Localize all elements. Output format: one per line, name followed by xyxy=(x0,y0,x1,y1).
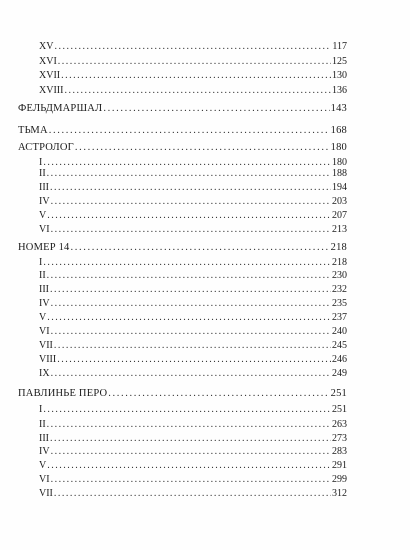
toc-entry-label: II xyxy=(39,419,46,430)
toc-section-title: НОМЕР 14 xyxy=(18,242,70,253)
toc-page-number: 249 xyxy=(332,368,347,379)
toc-page-number: 130 xyxy=(332,70,347,81)
dot-leader xyxy=(64,85,331,97)
toc-entry-label: IX xyxy=(39,368,50,379)
toc-page-number: 203 xyxy=(332,196,347,207)
toc-entry-chapter-16 xyxy=(39,56,347,68)
dot-leader xyxy=(50,284,331,296)
toc-page-number: 312 xyxy=(332,488,347,499)
toc-entry-chapter-2 xyxy=(39,419,347,431)
toc-page-number: 232 xyxy=(332,284,347,295)
toc-page-number: 180 xyxy=(330,142,347,153)
dot-leader xyxy=(54,340,331,352)
dot-leader xyxy=(54,488,331,500)
toc-entry-chapter-2 xyxy=(39,270,347,282)
dot-leader xyxy=(51,368,331,380)
dot-leader xyxy=(58,56,331,68)
dot-leader xyxy=(49,125,330,137)
toc-page-number: 299 xyxy=(332,474,347,485)
toc-entry-chapter-4 xyxy=(39,446,347,458)
dot-leader xyxy=(54,41,331,53)
dot-leader xyxy=(50,433,331,445)
toc-entry-chapter-6 xyxy=(39,474,347,486)
dot-leader xyxy=(103,103,329,115)
dot-leader xyxy=(51,326,331,338)
dot-leader xyxy=(47,419,331,431)
toc-page-number: 273 xyxy=(332,433,347,444)
toc-page-number: 168 xyxy=(330,125,347,136)
toc-entry-chapter-15 xyxy=(39,41,347,53)
toc-entry-label: III xyxy=(39,284,49,295)
dot-leader xyxy=(50,182,331,194)
toc-page-number: 207 xyxy=(332,210,347,221)
toc-entry-chapter-3 xyxy=(39,284,347,296)
toc-entry-label: I xyxy=(39,404,43,415)
toc-page-number: 136 xyxy=(332,85,347,96)
toc-section-feldmarshal xyxy=(18,103,347,115)
dot-leader xyxy=(57,354,331,366)
dot-leader xyxy=(51,224,331,236)
toc-section-tma xyxy=(18,125,347,137)
dot-leader xyxy=(47,312,331,324)
toc-entry-label: VI xyxy=(39,474,50,485)
toc-entry-label: IV xyxy=(39,298,50,309)
toc-page-number: 291 xyxy=(332,460,347,471)
dot-leader xyxy=(43,404,331,416)
toc-entry-chapter-8 xyxy=(39,354,347,366)
toc-entry-chapter-7 xyxy=(39,340,347,352)
toc-section-title: ПАВЛИНЬЕ ПЕРО xyxy=(18,388,108,399)
toc-entry-chapter-5 xyxy=(39,460,347,472)
toc-page-number: 246 xyxy=(332,354,347,365)
dot-leader xyxy=(51,474,331,486)
toc-entry-label: V xyxy=(39,210,47,221)
toc-entry-chapter-5 xyxy=(39,312,347,324)
dot-leader xyxy=(75,142,330,154)
toc-entry-label: XV xyxy=(39,41,54,52)
toc-entry-chapter-6 xyxy=(39,224,347,236)
toc-section-astrolog xyxy=(18,142,347,154)
toc-entry-chapter-3 xyxy=(39,182,347,194)
toc-entry-chapter-1 xyxy=(39,404,347,416)
toc-entry-label: XVIII xyxy=(39,85,64,96)
toc-page-number: 180 xyxy=(332,157,347,168)
dot-leader xyxy=(51,446,331,458)
toc-entry-label: V xyxy=(39,460,47,471)
toc-entry-chapter-5 xyxy=(39,210,347,222)
dot-leader xyxy=(47,210,331,222)
toc-section-title: АСТРОЛОГ xyxy=(18,142,74,153)
toc-page-number: 143 xyxy=(330,103,347,114)
toc-section-pavline-pero xyxy=(18,388,347,400)
toc-entry-label: VII xyxy=(39,488,53,499)
dot-leader xyxy=(47,270,331,282)
toc-entry-chapter-3 xyxy=(39,433,347,445)
toc-page-number: 125 xyxy=(332,56,347,67)
dot-leader xyxy=(47,460,331,472)
toc-page-number: 188 xyxy=(332,168,347,179)
toc-section-nomer-14 xyxy=(18,242,347,254)
toc-section-title: ТЬМА xyxy=(18,125,48,136)
toc-entry-chapter-4 xyxy=(39,196,347,208)
toc-page-number: 251 xyxy=(332,404,347,415)
toc-section-title: ФЕЛЬДМАРШАЛ xyxy=(18,103,103,114)
dot-leader xyxy=(61,70,331,82)
toc-entry-chapter-9 xyxy=(39,368,347,380)
toc-entry-chapter-2 xyxy=(39,168,347,180)
toc-entry-label: II xyxy=(39,270,46,281)
toc-page-number: 240 xyxy=(332,326,347,337)
toc-page-number: 237 xyxy=(332,312,347,323)
dot-leader xyxy=(51,196,331,208)
toc-entry-label: VI xyxy=(39,224,50,235)
toc-entry-chapter-17 xyxy=(39,70,347,82)
toc-entry-label: XVI xyxy=(39,56,57,67)
toc-entry-label: I xyxy=(39,257,43,268)
toc-page-number: 235 xyxy=(332,298,347,309)
toc-entry-label: VII xyxy=(39,340,53,351)
toc-entry-label: V xyxy=(39,312,47,323)
dot-leader xyxy=(51,298,331,310)
toc-page-number: 194 xyxy=(332,182,347,193)
toc-page-number: 263 xyxy=(332,419,347,430)
toc-entry-chapter-4 xyxy=(39,298,347,310)
dot-leader xyxy=(47,168,331,180)
toc-entry-label: III xyxy=(39,182,49,193)
toc-page-number: 245 xyxy=(332,340,347,351)
toc-entry-label: IV xyxy=(39,446,50,457)
toc-entry-label: XVII xyxy=(39,70,61,81)
toc-entry-label: I xyxy=(39,157,43,168)
toc-page-number: 218 xyxy=(332,257,347,268)
dot-leader xyxy=(43,257,331,269)
toc-entry-chapter-7 xyxy=(39,488,347,500)
toc-page-number: 213 xyxy=(332,224,347,235)
toc-entry-chapter-6 xyxy=(39,326,347,338)
dot-leader xyxy=(70,242,329,254)
toc-page-number: 283 xyxy=(332,446,347,457)
toc-entry-chapter-18 xyxy=(39,85,347,97)
toc-page-number: 251 xyxy=(330,388,347,399)
toc-entry-label: III xyxy=(39,433,49,444)
dot-leader xyxy=(108,388,329,400)
toc-entry-label: VI xyxy=(39,326,50,337)
toc-entry-label: II xyxy=(39,168,46,179)
toc-entry-label: IV xyxy=(39,196,50,207)
toc-entry-label: VIII xyxy=(39,354,57,365)
toc-entry-chapter-1 xyxy=(39,257,347,269)
toc-page-number: 117 xyxy=(332,41,347,52)
toc-page-number: 230 xyxy=(332,270,347,281)
toc-page-number: 218 xyxy=(330,242,347,253)
